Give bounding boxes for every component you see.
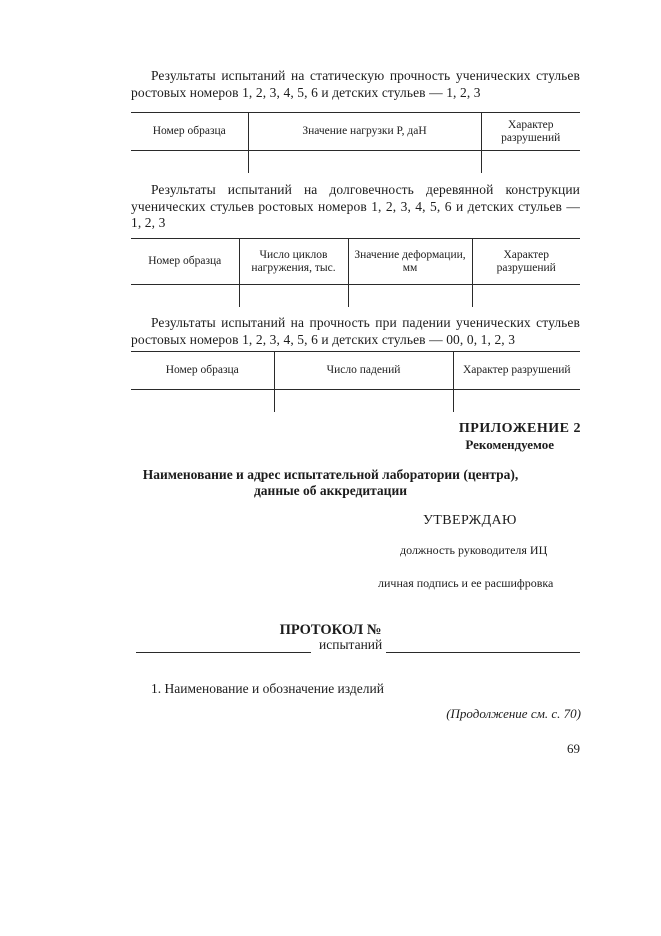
blank-line	[386, 652, 580, 653]
header-cycles: Число циклов нагружения, тыс.	[239, 239, 348, 285]
table-cell	[131, 151, 248, 174]
item1: 1. Наименование и обозначение изделий	[151, 681, 384, 696]
header-sample-number: Номер образца	[131, 352, 274, 390]
table-cell	[481, 151, 580, 174]
header-sample-number: Номер образца	[131, 239, 239, 285]
header-deformation: Значение деформации, мм	[348, 239, 472, 285]
static-strength-table	[131, 112, 580, 173]
header-failure-type: Характер разрушений	[481, 113, 580, 151]
lab-title-line2: данные об аккредитации	[253, 483, 408, 498]
tests-label: испытаний	[319, 637, 383, 652]
header-sample-number: Номер образца	[131, 113, 248, 151]
table-cell	[348, 285, 472, 308]
protocol-title: ПРОТОКОЛ №	[279, 622, 382, 638]
section3-text: Результаты испытаний на прочность при падении ученических стульев ростовых номеров 1, 2, 3, 4, 5, 6 и детских стульев — 00, 0, 1, 2, 3	[131, 315, 580, 347]
page-number: 69	[567, 741, 580, 756]
header-drops: Число падений	[274, 352, 453, 390]
table-cell	[131, 390, 274, 413]
table-cell	[239, 285, 348, 308]
signature-caption: личная подпись и ее расшифровка	[378, 576, 554, 590]
header-failure-type: Характер разрушений	[453, 352, 580, 390]
table-cell	[453, 390, 580, 413]
continuation-note: (Продолжение см. с. 70)	[446, 706, 581, 721]
header-load-value: Значение нагрузки P, даН	[248, 113, 481, 151]
section2-text: Результаты испытаний на долговечность деревянной конструкции ученических стульев ростовых номеров 1, 2, 3, 4, 5, 6 и детских стульев — 1, 2, 3	[131, 182, 580, 230]
appendix-subtitle: Рекомендуемое	[465, 437, 554, 452]
approve-label: УТВЕРЖДАЮ	[423, 513, 517, 528]
table-cell	[131, 285, 239, 308]
table-cell	[472, 285, 580, 308]
durability-table	[131, 238, 580, 307]
section1-text: Результаты испытаний на статическую прочность ученических стульев ростовых номеров 1, 2, 3, 4, 5, 6 и детских стульев — 1, 2, 3	[131, 68, 580, 100]
table-row	[131, 285, 580, 308]
appendix-title: ПРИЛОЖЕНИЕ 2	[458, 421, 581, 436]
table-cell	[248, 151, 481, 174]
table-row	[131, 151, 580, 174]
lab-title-line1: Наименование и адрес испытательной лаборатории (центра),	[142, 467, 519, 482]
table-cell	[274, 390, 453, 413]
table-row	[131, 390, 580, 413]
drop-test-table	[131, 351, 580, 412]
head-position: должность руководителя ИЦ	[400, 543, 548, 557]
header-failure-type: Характер разрушений	[472, 239, 580, 285]
blank-line	[136, 652, 311, 653]
